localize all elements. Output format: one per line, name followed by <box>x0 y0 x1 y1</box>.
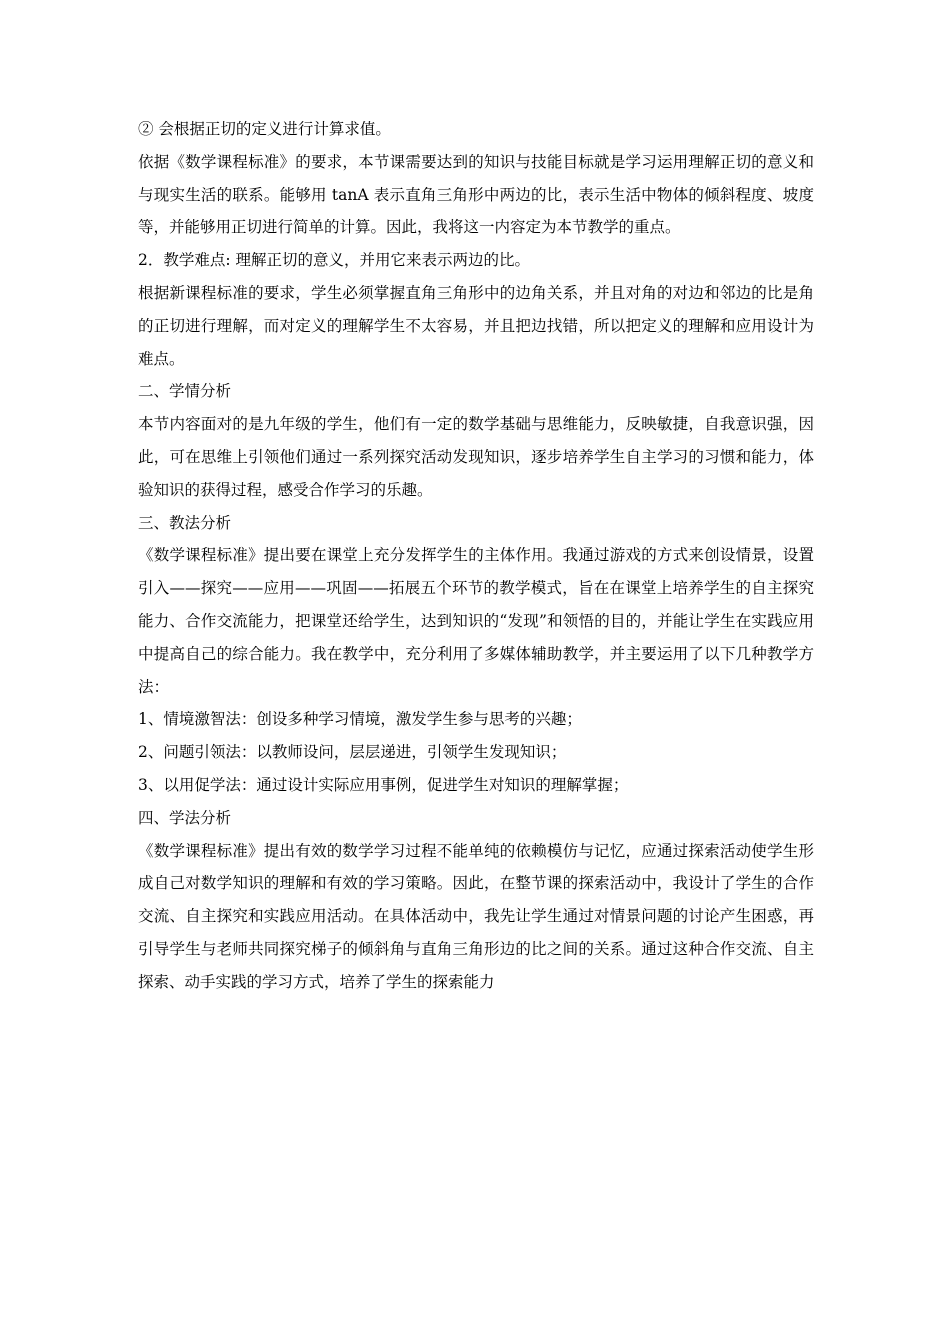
paragraph-difficulty-rationale: 根据新课程标准的要求，学生必须掌握直角三角形中的边角关系，并且对角的对边和邻边的比是角的正切进行理解，而对定义的理解学生不太容易，并且把边找错，所以把定义的理解和应用设计为难点。 <box>138 283 814 368</box>
list-item-method-1: 1、情境激智法：创设多种学习情境，激发学生参与思考的兴趣； <box>138 710 582 729</box>
list-item-method-3: 3、以用促学法：通过设计实际应用事例，促进学生对知识的理解掌握； <box>138 775 629 794</box>
document-body <box>138 113 814 999</box>
paragraph-key-point-rationale: 依据《数学课程标准》的要求，本节课需要达到的知识与技能目标就是学习运用理解正切的意义和与现实生活的联系。能够用 tanA 表示直角三角形中两边的比，表示生活中物体的倾斜程度、坡度等，并能够用正切进行简单的计算。因此，我将这一内容定为本节教学的重点。 <box>138 152 814 237</box>
paragraph-teaching-difficulty: 2．教学难点: 理解正切的意义，并用它来表示两边的比。 <box>138 251 531 270</box>
list-item-method-2: 2、问题引领法：以教师设问，层层递进，引领学生发现知识； <box>138 743 567 762</box>
paragraph-objective-2: ② 会根据正切的定义进行计算求值。 <box>138 120 391 138</box>
section-heading-learning-method: 四、学法分析 <box>138 808 232 827</box>
section-heading-student-analysis: 二、学情分析 <box>138 382 232 401</box>
paragraph-learning-method: 《数学课程标准》提出有效的数学学习过程不能单纯的依赖模仿与记忆，应通过探索活动使学生形成自己对数学知识的理解和有效的学习策略。因此，在整节课的探索活动中，我设计了学生的合作交流、自主探究和实践应用活动。在具体活动中，我先让学生通过对情景问题的讨论产生困惑，再引导学生与老师共同探究梯子的倾斜角与直角三角形边的比之间的关系。通过这种合作交流、自主探索、动手实践的学习方式，培养了学生的探索能力 <box>138 841 814 991</box>
section-heading-teaching-method: 三、教法分析 <box>138 513 232 532</box>
paragraph-student-analysis: 本节内容面对的是九年级的学生，他们有一定的数学基础与思维能力，反映敏捷，自我意识强，因此，可在思维上引领他们通过一系列探究活动发现知识，逐步培养学生自主学习的习惯和能力，体验知识的获得过程，感受合作学习的乐趣。 <box>138 415 814 499</box>
paragraph-teaching-method: 《数学课程标准》提出要在课堂上充分发挥学生的主体作用。我通过游戏的方式来创设情景，设置引入——探究——应用——巩固——拓展五个环节的教学模式，旨在在课堂上培养学生的自主探究能力、合作交流能力，把课堂还给学生，达到知识的“发现”和领悟的目的，并能让学生在实践应用中提高自己的综合能力。我在教学中，充分利用了多媒体辅助教学，并主要运用了以下几种教学方法： <box>138 546 814 696</box>
